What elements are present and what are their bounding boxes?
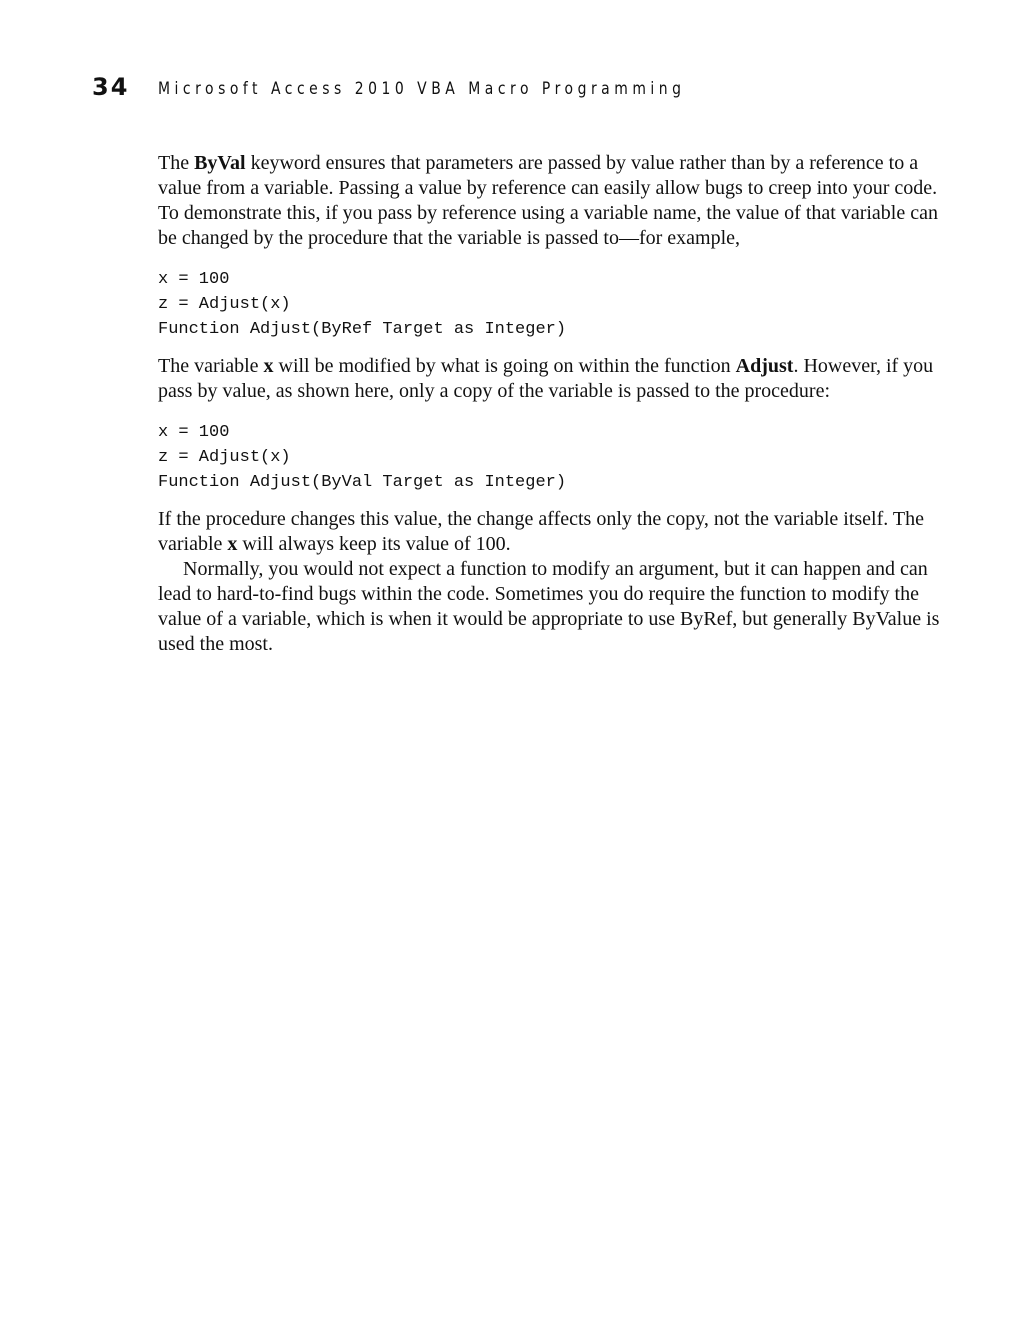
text-run: keyword ensures that parameters are passed by value rather than by a reference to a value from a variable. Passing a value by reference can easily allow bugs to creep into your code. To demonstrate this, if you pass by reference using a variable name, the value of that variable can be changed by the procedure that the variable is passed to—for example,: [158, 152, 938, 249]
text-run: will always keep its value of 100.: [237, 533, 511, 555]
code-line: x = 100: [158, 423, 230, 442]
code-line: z = Adjust(x): [158, 295, 291, 314]
code-line: x = 100: [158, 270, 230, 289]
paragraph-byval-intro: [158, 151, 948, 251]
function-adjust: Adjust: [735, 355, 794, 377]
paragraph-byref-explanation: [158, 354, 948, 404]
code-line: Function Adjust(ByRef Target as Integer): [158, 320, 567, 339]
text-run: . However, if you pass by value, as shown here, only a copy of the variable is passed to the procedure:: [158, 355, 934, 402]
code-line: z = Adjust(x): [158, 448, 291, 467]
paragraph-copy-explanation: [158, 507, 948, 557]
text-run: The: [158, 152, 195, 174]
variable-x: x: [263, 355, 274, 377]
paragraph-conclusion: Normally, you would not expect a function to modify an argument, but it can happen and can lead to hard-to-find bugs within the code. Sometimes you do require the function to modify the value of a variable, which is when it would be appropriate to use ByRef, but generally ByValue is used the most.: [158, 558, 940, 655]
page-content: [158, 151, 948, 657]
text-run: will be modified by what is going on within the function: [273, 355, 736, 377]
running-head: Microsoft Access 2010 VBA Macro Programming: [158, 79, 686, 99]
code-line: Function Adjust(ByVal Target as Integer): [158, 473, 567, 492]
code-block-byref: [158, 267, 948, 342]
code-block-byval: [158, 420, 948, 495]
variable-x: x: [227, 533, 238, 555]
text-run: The variable: [158, 355, 264, 377]
keyword-byval: ByVal: [194, 152, 246, 174]
page-number: 34: [92, 73, 130, 101]
text-run: If the procedure changes this value, the change affects only the copy, not the variable itself. The variable: [158, 508, 925, 555]
